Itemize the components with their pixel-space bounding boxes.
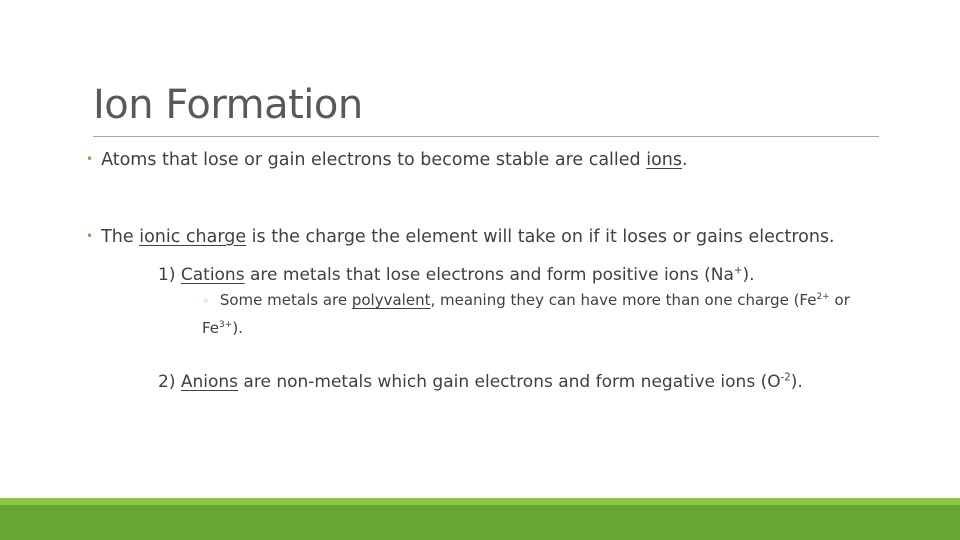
footer-band-dark [0,505,960,540]
item-text-end: ). [790,372,803,392]
item-anions [158,372,803,392]
charge-superscript: 3+ [219,320,233,330]
bullet-dot-icon: • [86,229,94,243]
subitem-text-middle: , meaning they can have more than one charge (Fe [430,291,817,309]
charge-superscript: 2+ [816,292,830,302]
title-divider [93,136,879,137]
subitem-text-or: or Fe [202,291,850,337]
subitem-text: Some metals are [219,291,352,309]
charge-superscript: -2 [780,372,791,384]
term-ions: ions [646,150,682,170]
bullet-ions [86,150,688,170]
bullet-text: Atoms that lose or gain electrons to become stable are called [101,150,647,170]
item-cations [158,265,754,285]
item-text-end: ). [742,265,755,285]
subitem-text-end: ). [232,319,243,337]
term-ionic-charge: ionic charge [139,227,247,247]
term-anions: Anions [180,372,239,392]
slide-title: Ion Formation [93,82,363,128]
item-number: 2) [158,372,181,392]
term-cations: Cations [180,265,245,285]
subitem-polyvalent [202,287,852,342]
item-number: 1) [158,265,181,285]
bullet-text: The [101,227,140,247]
term-polyvalent: polyvalent [351,291,431,309]
hollow-bullet-icon: ◦ [202,294,210,308]
bullet-text-end: is the charge the element will take on if it loses or gains electrons. [246,227,835,247]
footer-band-light [0,498,960,505]
bullet-ionic-charge [86,227,835,247]
bullet-text-end: . [682,150,688,170]
bullet-dot-icon: • [86,152,94,166]
item-text: are metals that lose electrons and form positive ions (Na [244,265,734,285]
item-text: are non-metals which gain electrons and form negative ions (O [238,372,781,392]
charge-superscript: + [733,265,743,277]
